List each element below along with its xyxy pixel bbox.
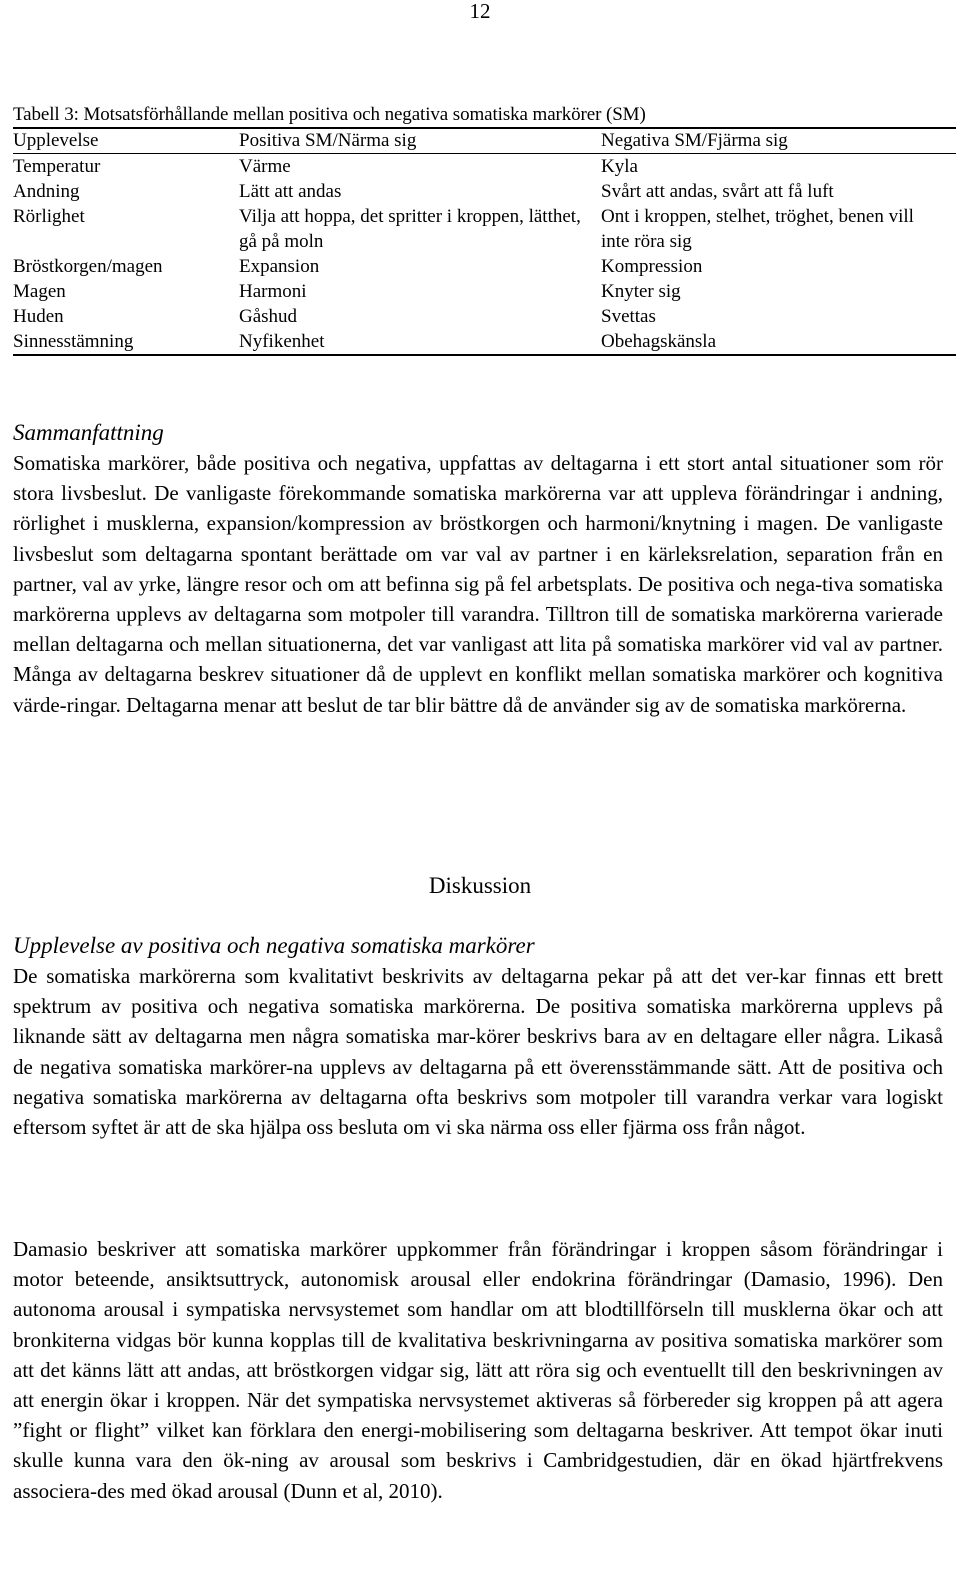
- discussion-paragraph-1: De somatiska markörerna som kvalitativt beskrivits av deltagarna pekar på att det ver-kar finnas ett brett spektrum av positiva och negativa somatiska markörerna. De positiva somatiska markörerna upplevs på liknande sätt av deltagarna men några somatiska mar-körer beskrivs bara av en deltagare eller några. Likaså de negativa somatiska markörer-na upplevs av deltagarna på ett överensstämmande sätt. Att de positiva och negativa somatiska markörerna av deltagarna ofta beskrivs som motpoler till varandra verkar vara logiskt eftersom syftet är att de ska hjälpa oss besluta om vi ska närma oss eller fjärma oss från något.: [13, 964, 943, 1140]
- table-cell: Kompression: [601, 256, 703, 277]
- table-cell: Andning: [13, 181, 80, 202]
- table-cell: Temperatur: [13, 156, 101, 177]
- table-cell: Ont i kroppen, stelhet, tröghet, benen vill inte röra sig: [601, 206, 914, 252]
- table-cell: Sinnesstämning: [13, 331, 134, 352]
- table-cell: Obehagskänsla: [601, 331, 717, 352]
- table-cell: Svårt att andas, svårt att få luft: [601, 181, 834, 202]
- discussion-subheading: Upplevelse av positiva och negativa somatiska markörer: [13, 933, 535, 958]
- page-number: 12: [469, 0, 491, 23]
- discussion-section: [13, 931, 943, 1142]
- discussion-heading: Diskussion: [428, 873, 532, 898]
- table-header-row: [13, 128, 956, 154]
- table-row: [13, 304, 956, 329]
- table-cell: Gåshud: [239, 306, 298, 327]
- header-cell: Upplevelse: [13, 130, 99, 151]
- header-cell: Negativa SM/Fjärma sig: [601, 130, 788, 151]
- summary-paragraph: Somatiska markörer, både positiva och negativa, uppfattas av deltagarna i ett stort antal situationer som rör stora livsbeslut. De vanligaste förekommande somatiska markörerna var att uppleva förändringar i andning, rörlighet i musklerna, expansion/kompression av bröstkorgen och harmoni/knytning i magen. De vanligaste livsbeslut som deltagarna spontant berättade om var val av partner i en kärleksrelation, separation från en partner, val av yrke, längre resor och om att befinna sig på fel arbetsplats. De positiva och nega-tiva somatiska markörerna upplevs av deltagarna som motpoler till varandra. Tilltron till de somatiska markörerna varierade mellan deltagarna och mellan situationerna, det var vanligast att lita på somatiska markörer vid val av partner. Många av deltagarna beskrev situationer då de upplevt en konflikt mellan somatiska markörer och kognitiva värde-ringar. Deltagarna menar att beslut de tar blir bättre då de använder sig av de somatiska markörerna.: [13, 451, 943, 717]
- table-cell: Bröstkorgen/magen: [13, 256, 163, 277]
- table-cell: Knyter sig: [601, 281, 681, 302]
- header-cell: Positiva SM/Närma sig: [239, 130, 417, 151]
- markers-table-block: [13, 103, 956, 356]
- table-caption: Tabell 3: Motsatsförhållande mellan positiva och negativa somatiska markörer (SM): [13, 104, 646, 125]
- table-cell: Kyla: [601, 156, 638, 177]
- table-row: [13, 154, 956, 180]
- table-row: [13, 254, 956, 279]
- summary-heading: Sammanfattning: [13, 420, 164, 445]
- table-row: [13, 329, 956, 355]
- table-cell: Vilja att hoppa, det spritter i kroppen, lätthet, gå på moln: [239, 206, 581, 252]
- table-cell: Expansion: [239, 256, 320, 277]
- markers-table: [13, 127, 956, 356]
- table-cell: Värme: [239, 156, 291, 177]
- table-row: [13, 279, 956, 304]
- table-cell: Lätt att andas: [239, 181, 342, 202]
- table-cell: Magen: [13, 281, 66, 302]
- table-cell: Huden: [13, 306, 64, 327]
- damasio-section: [13, 1234, 943, 1506]
- table-cell: Nyfikenhet: [239, 331, 325, 352]
- table-cell: Harmoni: [239, 281, 307, 302]
- table-cell: Rörlighet: [13, 206, 85, 227]
- table-row: [13, 179, 956, 204]
- table-row: [13, 204, 956, 254]
- summary-section: [13, 418, 943, 720]
- table-cell: Svettas: [601, 306, 656, 327]
- discussion-paragraph-2: Damasio beskriver att somatiska markörer uppkommer från förändringar i kroppen såsom förändringar i motor beteende, ansiktsuttryck, autonomisk arousal eller endokrina förändringar (Damasio, 1996). Den autonoma arousal i sympatiska nervsystemet som handlar om att blodtillförseln till musklerna ökar och att bronkiterna vidgas bör kunna kopplas till de kvalitativa beskrivningarna av positiva somatiska markörer som att det känns lätt att andas, att bröstkorgen vidgar sig, lätt att röra sig och eventuellt till den beskrivningen av att energin ökar i kroppen. När det sympatiska nervsystemet aktiveras så förbereder sig kroppen på att agera ”fight or flight” vilket kan förklara den energi-mobilisering som deltagarna beskriver. Att tempot ökar inuti skulle kunna vara den ök-ning av arousal som beskrivs i Cambridgestudien, där en ökad hjärtfrekvens associera-des med ökad arousal (Dunn et al, 2010).: [13, 1237, 943, 1503]
